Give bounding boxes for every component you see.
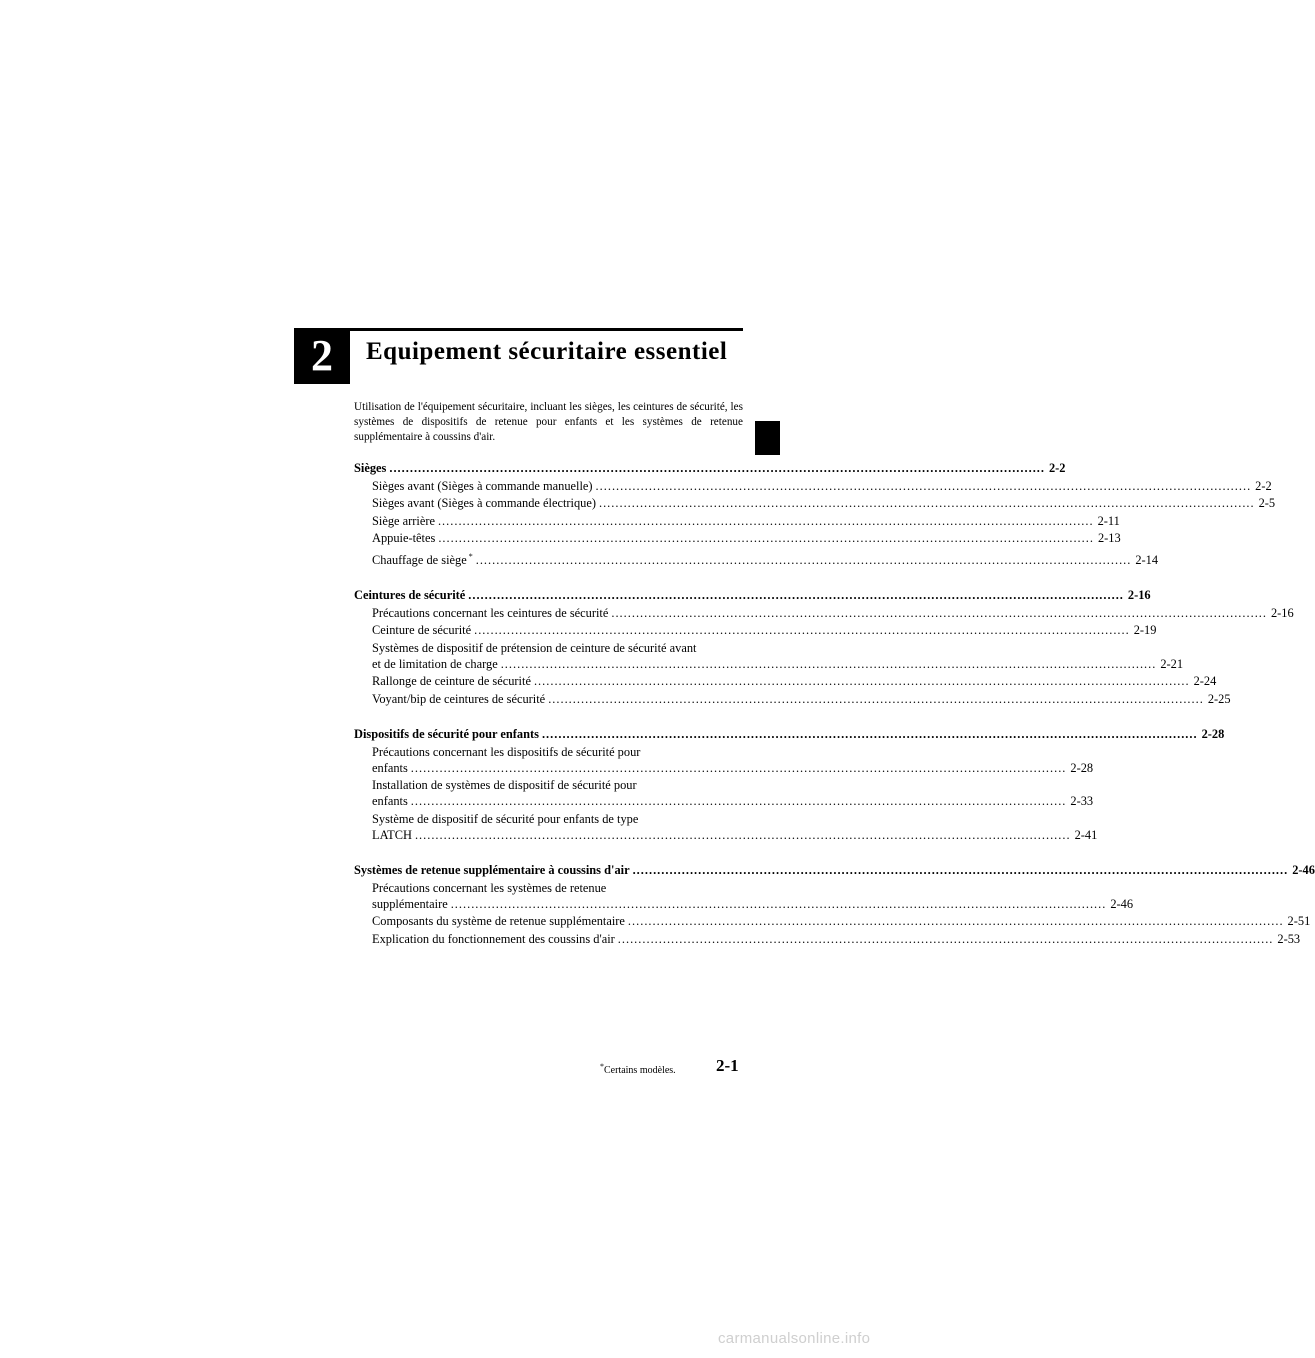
toc-entry [354,793,1094,811]
watermark: carmanualsonline.info [718,1330,871,1347]
toc-entry-label [372,605,608,623]
toc-section [354,862,1315,948]
toc-entry-label [372,530,435,548]
toc-entry-label [372,622,471,640]
toc-leader-dots: ................................................................................................................................................................ [500,656,1157,671]
toc-page-number: 2-53 [1277,931,1301,946]
toc-entry-text: et de limitation de charge [372,656,498,671]
toc-entry-text: Ceintures de sécurité [354,588,466,602]
toc-entry-label [354,587,465,605]
toc-entry-label [372,513,435,531]
toc-entry-text: supplémentaire [372,896,448,911]
toc-leader-dots: ................................................................................................................................................................ [541,727,1198,741]
toc-page-number: 2-19 [1133,623,1157,637]
toc-entry-label [372,495,596,513]
toc-entry [354,478,1272,496]
toc-entry-first-line: Précautions concernant les dispositifs de sécurité pour [372,744,641,759]
toc-entry-text: Chauffage de siège [372,552,467,567]
toc-section [354,726,1225,844]
toc-page-number: 2-24 [1193,674,1217,688]
toc-section-heading [354,460,1066,478]
toc-leader-dots: ................................................................................................................................................................ [474,623,1130,637]
toc-section [354,460,1276,569]
toc-leader-dots: ................................................................................................................................................................ [475,552,1132,567]
chapter-title-rule [350,328,743,331]
toc-page-number: 2-33 [1070,794,1094,808]
chapter-title: Equipement sécuritaire essentiel [366,338,728,365]
toc-entry-label [354,862,630,880]
toc-entry [354,656,1184,674]
toc-entry-label [372,896,448,914]
toc-entry-label [372,656,498,674]
toc-entry [354,931,1301,949]
toc-entry [354,673,1217,691]
toc-page-number: 2-2 [1255,478,1272,493]
chapter-side-tab [755,421,780,455]
toc-entry [354,691,1231,709]
toc-leader-dots: ................................................................................................................................................................ [438,531,1094,545]
toc-entry-text: Sièges avant (Sièges à commande manuelle) [372,478,593,493]
toc-entry-text: Systèmes de retenue supplémentaire à coussins d'air [354,863,630,877]
toc-entry-text: Précautions concernant les ceintures de sécurité [372,605,609,620]
toc-page-number: 2-46 [1292,863,1315,877]
toc-leader-dots: ................................................................................................................................................................ [617,931,1274,946]
toc-entry-text: Explication du fonctionnement des coussins d'air [372,931,615,946]
footer-note-mark: * [600,1062,604,1071]
toc-entry-first-line: Système de dispositif de sécurité pour enfants de type [372,811,639,826]
toc-page-number: 2-16 [1270,605,1294,620]
toc-leader-dots: ................................................................................................................................................................ [450,896,1107,911]
toc-leader-dots: ................................................................................................................................................................ [410,760,1067,775]
footer-note [600,1062,676,1076]
toc-section-heading [354,726,1225,744]
toc-entry-text: Rallonge de ceinture de sécurité [372,674,531,688]
toc-entry-label [372,760,408,778]
toc-page-number: 2-16 [1127,588,1151,602]
toc-entry-label [354,726,539,744]
toc-entry-first-line: Précautions concernant les systèmes de retenue [372,880,607,895]
toc-entry-text: Sièges avant (Sièges à commande électrique) [372,496,596,510]
toc-entry-label [372,478,593,496]
toc-leader-dots: ................................................................................................................................................................ [598,496,1255,510]
toc-entry-label [372,548,473,570]
toc-leader-dots: ................................................................................................................................................................ [548,691,1204,706]
toc-entry-text: Ceinture de sécurité [372,623,472,637]
toc-page-number: 2-5 [1258,496,1276,510]
toc-page-number: 2-41 [1074,827,1098,842]
toc-leader-dots: ................................................................................................................................................................ [611,605,1267,620]
toc-leader-dots: ................................................................................................................................................................ [410,794,1067,808]
toc-entry-text: LATCH [372,827,412,842]
toc-entry-label [354,460,386,478]
toc-section-heading [354,587,1151,605]
chapter-number-box: 2 [294,328,350,384]
toc-entry [354,760,1094,778]
toc-leader-dots: ................................................................................................................................................................ [533,674,1190,688]
toc-entry-text: Voyant/bip de ceintures de sécurité [372,691,546,706]
toc-page-number: 2-13 [1097,531,1121,545]
toc-entry-label [372,793,408,811]
toc-entry-text: enfants [372,794,408,808]
toc-entry-label [372,673,531,691]
toc-entry-text: enfants [372,760,408,775]
toc-leader-dots: ................................................................................................................................................................ [414,827,1071,842]
toc-leader-dots: ................................................................................................................................................................ [595,478,1252,493]
page-number: 2-1 [716,1056,739,1075]
toc-entry-text: Siège arrière [372,513,435,528]
toc-entry-first-line: Systèmes de dispositif de prétension de ceinture de sécurité avant [372,640,697,655]
toc-page-number: 2-25 [1207,691,1231,706]
toc-entry-text: Dispositifs de sécurité pour enfants [354,727,539,741]
toc-entry-label [372,691,545,709]
toc-entry [354,605,1294,623]
toc-leader-dots: ................................................................................................................................................................ [627,914,1284,928]
toc-page-number: 2-21 [1160,656,1184,671]
chapter-header [294,328,743,384]
toc-entry [354,896,1134,914]
toc-entry [354,913,1311,931]
toc-leader-dots: ................................................................................................................................................................ [468,588,1124,602]
chapter-intro: Utilisation de l'équipement sécuritaire, incluant les sièges, les ceintures de sécurité, les systèmes de dispositifs de retenue pour enfants et les systèmes de retenue supplémentaire à coussins d'air. [354,401,743,443]
toc-entry-label [372,827,412,845]
toc-page-number: 2-51 [1287,914,1311,928]
toc-entry-first-line: Installation de systèmes de dispositif de sécurité pour [372,778,637,792]
toc-page-number: 2-14 [1135,552,1159,567]
toc-entry [354,513,1120,531]
toc-entry [354,495,1276,513]
toc-page-number: 2-11 [1097,513,1120,528]
toc-entry [354,530,1121,548]
toc-leader-dots: ................................................................................................................................................................ [389,461,1045,475]
toc-entry [354,622,1157,640]
toc-entry-text: Sièges [354,461,387,475]
toc-page-number: 2-46 [1110,896,1134,911]
toc-section-heading [354,862,1315,880]
toc-page-number: 2-2 [1048,461,1066,475]
toc-leader-dots: ................................................................................................................................................................ [632,863,1289,877]
toc-entry [354,548,1159,570]
toc-entry-text: Composants du système de retenue supplémentaire [372,914,625,928]
toc-page-number: 2-28 [1201,727,1225,741]
footer-note-text: Certains modèles. [604,1065,676,1076]
toc-leader-dots: ................................................................................................................................................................ [437,513,1094,528]
table-of-contents [354,460,1315,966]
toc-entry-text: Appuie-têtes [372,531,436,545]
toc-entry [354,827,1098,845]
toc-entry-label [372,931,615,949]
toc-entry-label [372,913,625,931]
toc-page-number: 2-28 [1070,760,1094,775]
toc-section [354,587,1294,708]
footnote-mark: * [468,551,473,561]
